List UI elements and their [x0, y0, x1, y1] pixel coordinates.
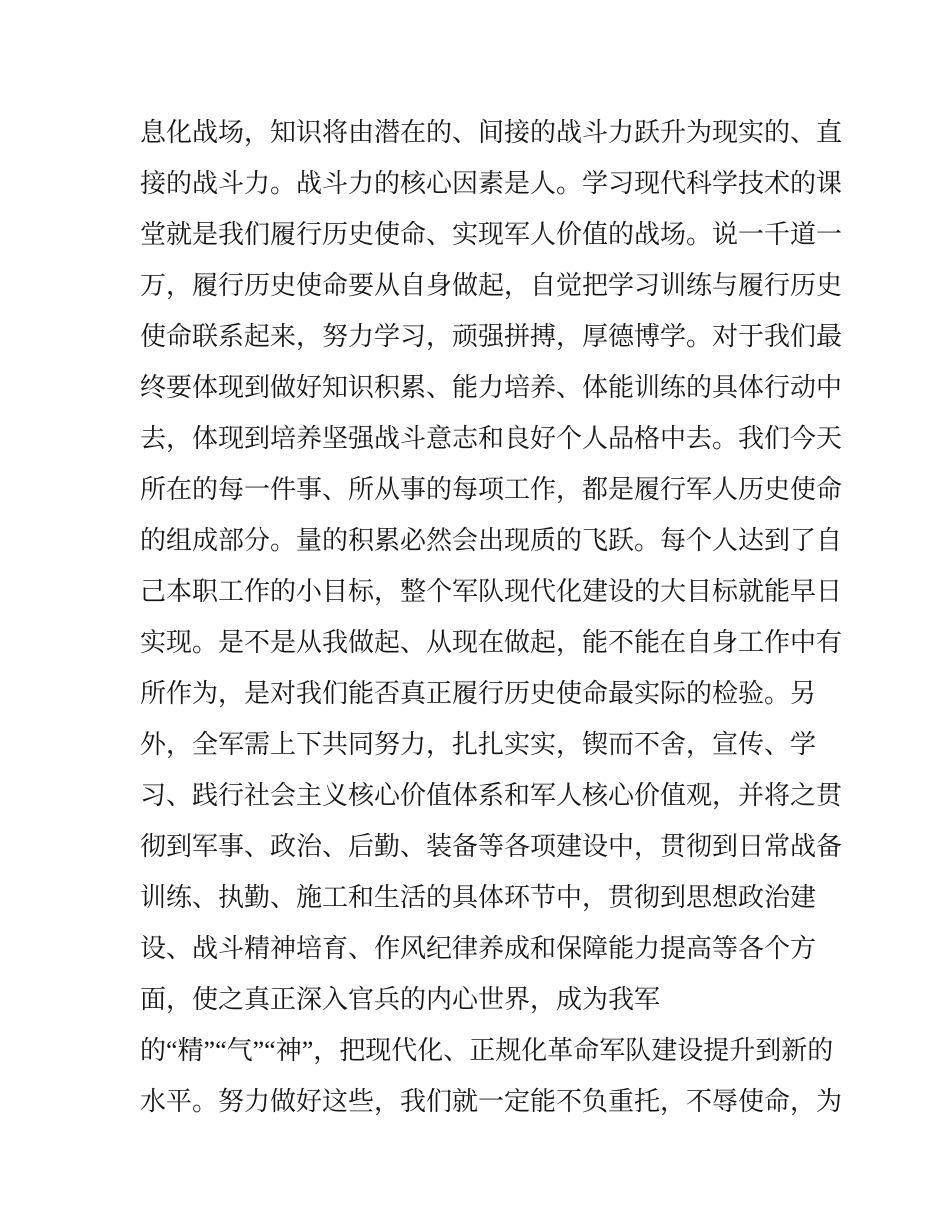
document-text-block: [140, 107, 843, 1127]
text-line: 万，履行历史使命要从自身做起，自觉把学习训练与履行历史: [140, 271, 843, 300]
text-line: 习、践行社会主义核心价值体系和军人核心价值观，并将之贯: [140, 781, 843, 810]
text-line: 使命联系起来，努力学习，顽强拼搏，厚德博学。对于我们最: [140, 322, 843, 351]
text-line: 面，使之真正深入官兵的内心世界，成为我军: [140, 985, 661, 1014]
text-line: 接的战斗力。战斗力的核心因素是人。学习现代科学技术的课: [140, 169, 843, 198]
text-line: 设、战斗精神培育、作风纪律养成和保障能力提高等各个方: [140, 934, 817, 963]
text-line: 训练、执勤、施工和生活的具体环节中，贯彻到思想政治建: [140, 883, 817, 912]
text-line: 外，全军需上下共同努力，扎扎实实，锲而不舍，宣传、学: [140, 730, 817, 759]
text-line: 的“精”“气”“神”，把现代化、正规化革命军队建设提升到新的: [140, 1036, 834, 1065]
text-line: 实现。是不是从我做起、从现在做起，能不能在自身工作中有: [140, 628, 843, 657]
text-line: 彻到军事、政治、后勤、装备等各项建设中，贯彻到日常战备: [140, 832, 843, 861]
text-line: 息化战场，知识将由潜在的、间接的战斗力跃升为现实的、直: [140, 118, 843, 147]
text-line: 终要体现到做好知识积累、能力培养、体能训练的具体行动中: [140, 373, 843, 402]
text-line: 的组成部分。量的积累必然会出现质的飞跃。每个人达到了自: [140, 526, 843, 555]
text-line: 堂就是我们履行历史使命、实现军人价值的战场。说一千道一: [140, 220, 843, 249]
text-line: 所在的每一件事、所从事的每项工作，都是履行军人历史使命: [140, 475, 843, 504]
text-line: 己本职工作的小目标，整个军队现代化建设的大目标就能早日: [140, 577, 843, 606]
text-line: 去，体现到培养坚强战斗意志和良好个人品格中去。我们今天: [140, 424, 843, 453]
text-line: 水平。努力做好这些，我们就一定能不负重托，不辱使命，为: [140, 1087, 843, 1116]
text-line: 所作为，是对我们能否真正履行历史使命最实际的检验。另: [140, 679, 817, 708]
